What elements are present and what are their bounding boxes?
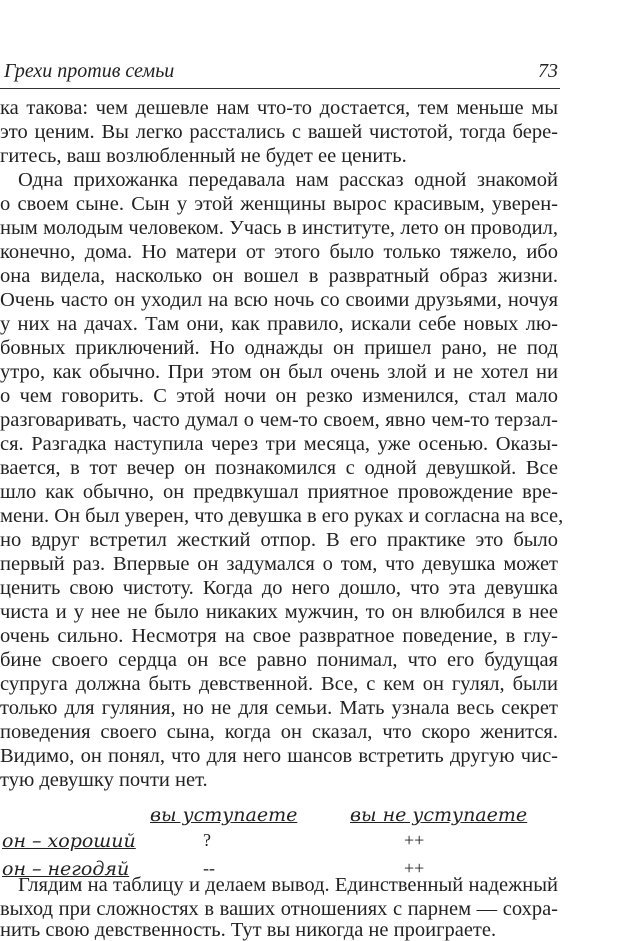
text-line: шло как обычно, он предвкушал приятное провождение вре- bbox=[0, 481, 558, 503]
text-line: бовных приключений. Но однажды он пришел рано, не под bbox=[0, 337, 558, 359]
table-cell: ++ bbox=[404, 830, 425, 850]
text-line: тую девушку почти нет. bbox=[0, 769, 208, 791]
table-cell: -- bbox=[203, 858, 215, 878]
running-head: Грехи против семьи bbox=[4, 60, 175, 82]
page-number: 73 bbox=[538, 60, 558, 82]
text-line: у них на дачах. Там они, как правило, искали себе новых лю- bbox=[0, 313, 558, 335]
text-line: но вдруг встретил жесткий отпор. В его практике это было bbox=[0, 529, 558, 551]
header-rule bbox=[0, 88, 560, 89]
text-line: разговаривать, часто думал о чем-то своем, явно чем-то терзал- bbox=[0, 409, 558, 431]
row-label: он – негодяй bbox=[2, 858, 130, 880]
table-cell: ++ bbox=[404, 858, 425, 878]
text-line: Видимо, он понял, что для него шансов встретить другую чис- bbox=[0, 745, 558, 767]
text-line: о чем говорить. С этой ночи он резко изменился, стал мало bbox=[0, 385, 558, 407]
text-line: утро, как обычно. При этом он был очень злой и не хотел ни bbox=[0, 361, 558, 383]
text-line: супруга должна быть девственной. Все, с кем он гулял, были bbox=[0, 673, 558, 695]
text-line: Глядим на таблицу и делаем вывод. Единственный надежный bbox=[18, 874, 558, 896]
text-line: о своем сыне. Сын у этой женщины вырос красивым, уверен- bbox=[0, 193, 558, 215]
text-line: ценить свою чистоту. Когда до него дошло, что эта девушка bbox=[0, 577, 558, 599]
text-line: бине своего сердца он все равно понимал, что его будущая bbox=[0, 649, 558, 671]
text-line: Очень часто он уходил на всю ночь со своими друзьями, ночуя bbox=[0, 289, 558, 311]
text-line: вается, в тот вечер он познакомился с одной девушкой. Все bbox=[0, 457, 558, 479]
text-line: чиста и у нее не было никаких мужчин, то он влюбился в нее bbox=[0, 601, 558, 623]
text-line: ка такова: чем дешевле нам что-то достается, тем меньше мы bbox=[0, 97, 558, 119]
table-cell: ? bbox=[203, 830, 211, 850]
text-line: ным молодым человеком. Учась в институте, лето он проводил, bbox=[0, 217, 558, 239]
text-line: первый раз. Впервые он задумался о том, что девушка может bbox=[0, 553, 558, 575]
row-label: он – хороший bbox=[2, 830, 136, 852]
text-line: поведения своего сына, когда он сказал, что скоро женится. bbox=[0, 721, 558, 743]
text-line: гитесь, ваш возлюбленный не будет ее ценить. bbox=[0, 145, 407, 167]
text-line: только для гуляния, но не для семьи. Мать узнала весь секрет bbox=[0, 697, 558, 719]
text-line: очень сильно. Несмотря на свое развратное поведение, в глу- bbox=[0, 625, 558, 647]
text-line: нить свою девственность. Тут вы никогда не проиграете. bbox=[0, 919, 497, 941]
text-line: она видела, насколько он вошел в развратный образ жизни. bbox=[0, 265, 558, 287]
text-line: Одна прихожанка передавала нам рассказ одной знакомой bbox=[18, 169, 558, 191]
text-line: ся. Разгадка наступила через три месяца, уже осенью. Оказы- bbox=[0, 433, 558, 455]
column-header: вы уступаете bbox=[150, 804, 298, 826]
text-line: выход при сложностях в ваших отношениях с парнем — сохра- bbox=[0, 898, 558, 920]
text-line: это ценим. Вы легко расстались с вашей чистотой, тогда бере- bbox=[0, 121, 558, 143]
column-header: вы не уступаете bbox=[350, 804, 528, 826]
text-line: конечно, дома. Но матери от этого было только тяжело, ибо bbox=[0, 241, 558, 263]
text-line: мени. Он был уверен, что девушка в его руках и согласна на все, bbox=[0, 505, 564, 527]
